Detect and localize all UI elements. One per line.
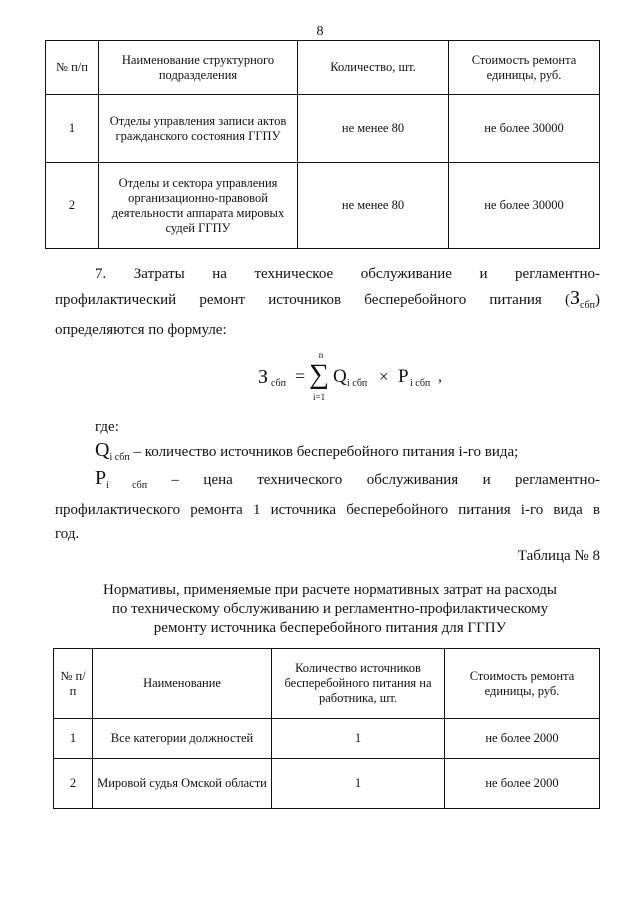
- row-department: Отделы и сектора управления организационно-правовой деятельности аппарата мировых судей ГГПУ: [99, 163, 298, 249]
- definition-p-line-3: год.: [55, 526, 80, 542]
- row-number: 1: [54, 719, 93, 759]
- row-department: Отделы управления записи актов гражданского состояния ГГПУ: [99, 95, 298, 163]
- header-number: № п/п: [54, 649, 93, 719]
- departments-table: [45, 40, 600, 249]
- row-number: 2: [54, 759, 93, 809]
- table-title-line-2: по техническому обслуживанию и регламентно-профилактическому: [111, 601, 549, 617]
- row-cost: не более 30000: [449, 163, 600, 249]
- formula-p-subscript: i сбп: [410, 378, 431, 389]
- definition-p-subscript: i сбп: [106, 480, 148, 491]
- row-name: Мировой судья Омской области: [93, 759, 272, 809]
- row-ups-count: 1: [272, 719, 445, 759]
- symbol: З: [569, 287, 580, 309]
- formula-lhs: З: [258, 366, 269, 388]
- section-7-line-1: 7. Затраты на техническое обслуживание и регламентно-: [95, 266, 600, 282]
- section-7-line-3: определяются по формуле:: [55, 322, 227, 338]
- formula: [258, 352, 498, 408]
- definition-q-text: – количество источников бесперебойного питания i-го вида;: [133, 444, 519, 460]
- formula-sum-upper: n: [318, 350, 324, 360]
- row-name: Все категории должностей: [93, 719, 272, 759]
- table-row: [54, 759, 600, 809]
- formula-times: ×: [379, 367, 389, 386]
- formula-q-subscript: i сбп: [347, 378, 368, 389]
- table-header-row: [46, 41, 600, 95]
- header-ups-count: Количество источников бесперебойного питания на работника, шт.: [272, 649, 445, 719]
- formula-end: ,: [438, 368, 442, 385]
- row-cost: не более 2000: [445, 759, 600, 809]
- header-number: № п/п: [46, 41, 99, 95]
- section-7-line-2: [55, 286, 600, 318]
- page-number: 8: [316, 24, 324, 39]
- header-repair-cost: Стоимость ремонта единицы, руб.: [449, 41, 600, 95]
- table-label: Таблица № 8: [517, 548, 600, 564]
- formula-lhs-subscript: сбп: [271, 378, 286, 389]
- norms-table: [53, 648, 600, 809]
- row-number: 2: [46, 163, 99, 249]
- definition-p-text-1: – цена технического обслуживания и регламентно-: [171, 472, 601, 488]
- table-title: [60, 581, 600, 638]
- header-quantity: Количество, шт.: [298, 41, 449, 95]
- where-label: где:: [95, 419, 119, 435]
- definition-p-line-2: профилактического ремонта 1 источника бесперебойного питания i-го вида в: [55, 502, 600, 518]
- definition-p: [55, 466, 600, 546]
- section-7-paragraph: [55, 262, 600, 342]
- header-department: Наименование структурного подразделения: [99, 41, 298, 95]
- table-row: [54, 719, 600, 759]
- definition-p-line-1: [55, 466, 600, 498]
- definition-q-subscript: i сбп: [109, 452, 130, 463]
- row-cost: не более 30000: [449, 95, 600, 163]
- symbol-subscript: сбп: [580, 300, 595, 311]
- definition-q-symbol: Q: [95, 439, 110, 461]
- row-ups-count: 1: [272, 759, 445, 809]
- table-title-line-1: Нормативы, применяемые при расчете нормативных затрат на расходы: [102, 582, 557, 598]
- symbol-close-paren: ): [595, 292, 600, 308]
- definition-p-symbol: P: [95, 467, 107, 489]
- row-number: 1: [46, 95, 99, 163]
- row-quantity: не менее 80: [298, 163, 449, 249]
- formula-equals: =: [295, 366, 306, 386]
- header-repair-cost: Стоимость ремонта единицы, руб.: [445, 649, 600, 719]
- formula-q: Q: [333, 366, 347, 387]
- header-name: Наименование: [93, 649, 272, 719]
- row-quantity: не менее 80: [298, 95, 449, 163]
- table-row: [46, 163, 600, 249]
- formula-sum-lower: i=1: [313, 392, 326, 402]
- row-cost: не более 2000: [445, 719, 600, 759]
- section-7-line-2-text: профилактический ремонт источников бесперебойного питания (: [55, 292, 570, 308]
- formula-p: P: [398, 366, 409, 387]
- table-title-line-3: ремонту источника бесперебойного питания для ГГПУ: [153, 620, 507, 636]
- sum-sign-icon: ∑: [309, 359, 329, 390]
- table-row: [46, 95, 600, 163]
- table-header-row: [54, 649, 600, 719]
- definition-p-term: [95, 467, 148, 491]
